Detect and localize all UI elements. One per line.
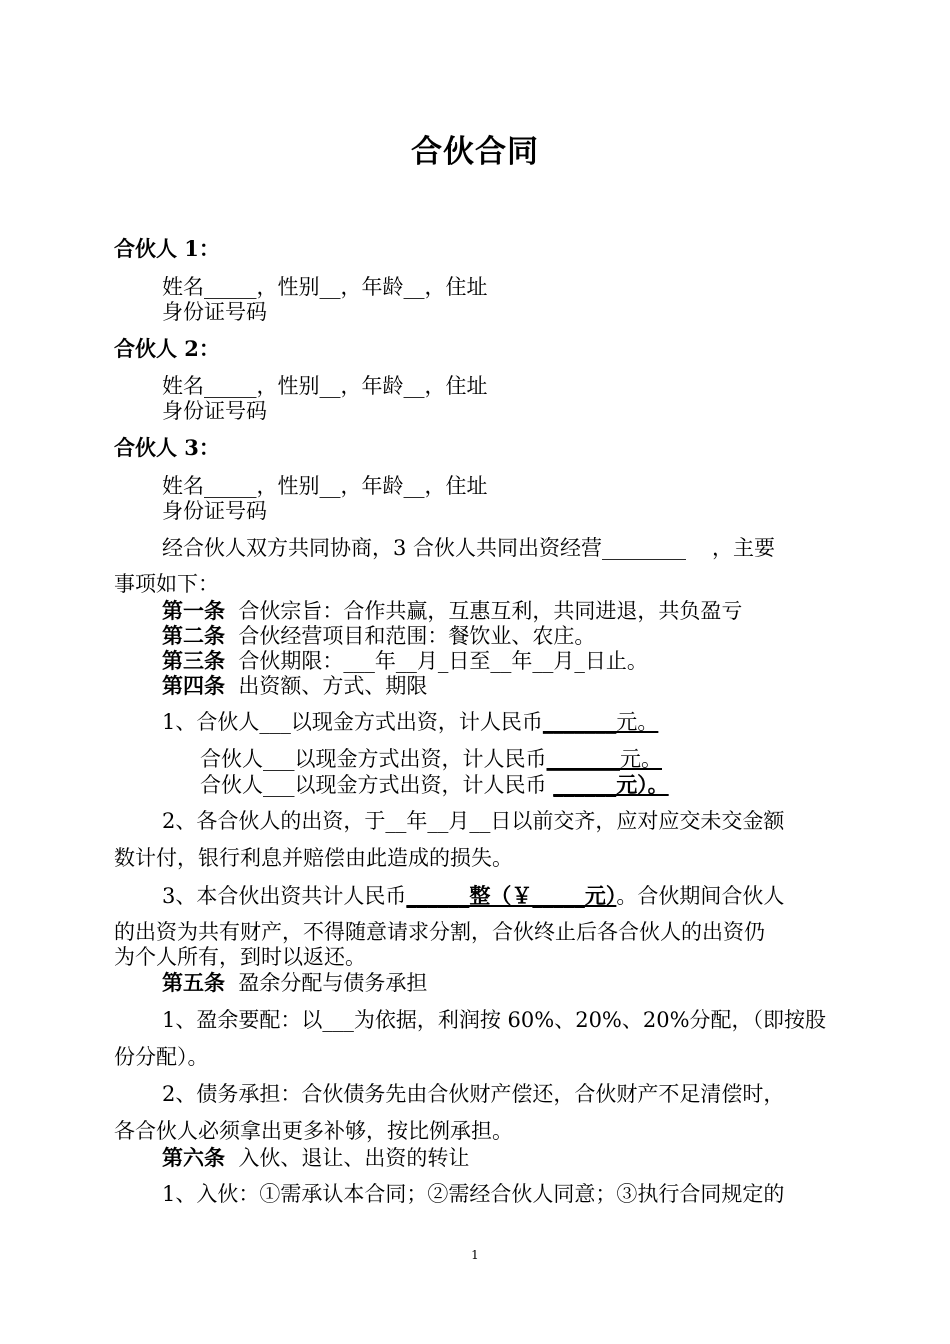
article-4-item-1: 1、合伙人___以现金方式出资，计人民币_______元。 <box>162 710 659 734</box>
article-4-item-3-line-2: 的出资为共有财产，不得随意请求分割，合伙终止后各合伙人的出资仍 <box>114 920 765 944</box>
article-4-item-1c: 合伙人___以现金方式出资，计人民币 ______元）。 <box>200 772 669 797</box>
article-5-item-1-line-2: 份分配）。 <box>114 1045 209 1069</box>
partner-3-id: 身份证号码 <box>162 499 267 523</box>
article-6-item-1-line-1: 1、入伙：①需承认本合同；②需经合伙人同意；③执行合同规定的 <box>162 1182 785 1206</box>
article-5: 第五条 盈余分配与债务承担 <box>162 970 428 995</box>
article-3: 第三条 合伙期限：___年__月_日至__年__月_日止。 <box>162 648 648 673</box>
article-4-item-3-line-1: 3、本合伙出资共计人民币______整（￥_____元）。合伙期间合伙人 <box>162 883 785 908</box>
partner-1-id: 身份证号码 <box>162 300 267 324</box>
intro-line-1: 经合伙人双方共同协商，3 合伙人共同出资经营________ ，主要 <box>162 536 776 560</box>
partner-2-label: 合伙人 2： <box>114 336 220 361</box>
article-4-item-3-line-3: 为个人所有，到时以返还。 <box>114 945 366 969</box>
article-4: 第四条 出资额、方式、期限 <box>162 673 428 698</box>
partner-2-id: 身份证号码 <box>162 399 267 423</box>
partner-3-info: 姓名_____，性别__，年龄__，住址 <box>162 474 488 498</box>
article-5-item-2-line-2: 各合伙人必须拿出更多补够，按比例承担。 <box>114 1119 513 1143</box>
article-4-item-2-line-1: 2、各合伙人的出资，于__年__月__日以前交齐，应对应交未交金额 <box>162 809 785 833</box>
partner-1-info: 姓名_____，性别__，年龄__，住址 <box>162 275 488 299</box>
partner-2-info: 姓名_____，性别__，年龄__，住址 <box>162 374 488 398</box>
article-2: 第二条 合伙经营项目和范围：餐饮业、农庄。 <box>162 623 596 648</box>
article-5-item-2-line-1: 2、债务承担：合伙债务先由合伙财产偿还，合伙财产不足清偿时， <box>162 1082 785 1106</box>
article-4-item-1b: 合伙人___以现金方式出资，计人民币_______元。 <box>200 747 662 771</box>
page-number: 1 <box>471 1248 479 1262</box>
article-6: 第六条 入伙、退让、出资的转让 <box>162 1145 470 1170</box>
partner-1-label: 合伙人 1： <box>114 236 220 261</box>
intro-line-2: 事项如下： <box>114 572 219 596</box>
article-4-item-2-line-2: 数计付，银行利息并赔偿由此造成的损失。 <box>114 846 513 870</box>
article-5-item-1-line-1: 1、盈余要配：以___为依据，利润按 60%、20%、20%分配，（即按股 <box>162 1008 827 1032</box>
partner-3-label: 合伙人 3： <box>114 435 220 460</box>
article-1: 第一条 合伙宗旨：合作共赢，互惠互利，共同进退，共负盈亏 <box>162 598 743 623</box>
document-title: 合伙合同 <box>411 134 539 170</box>
